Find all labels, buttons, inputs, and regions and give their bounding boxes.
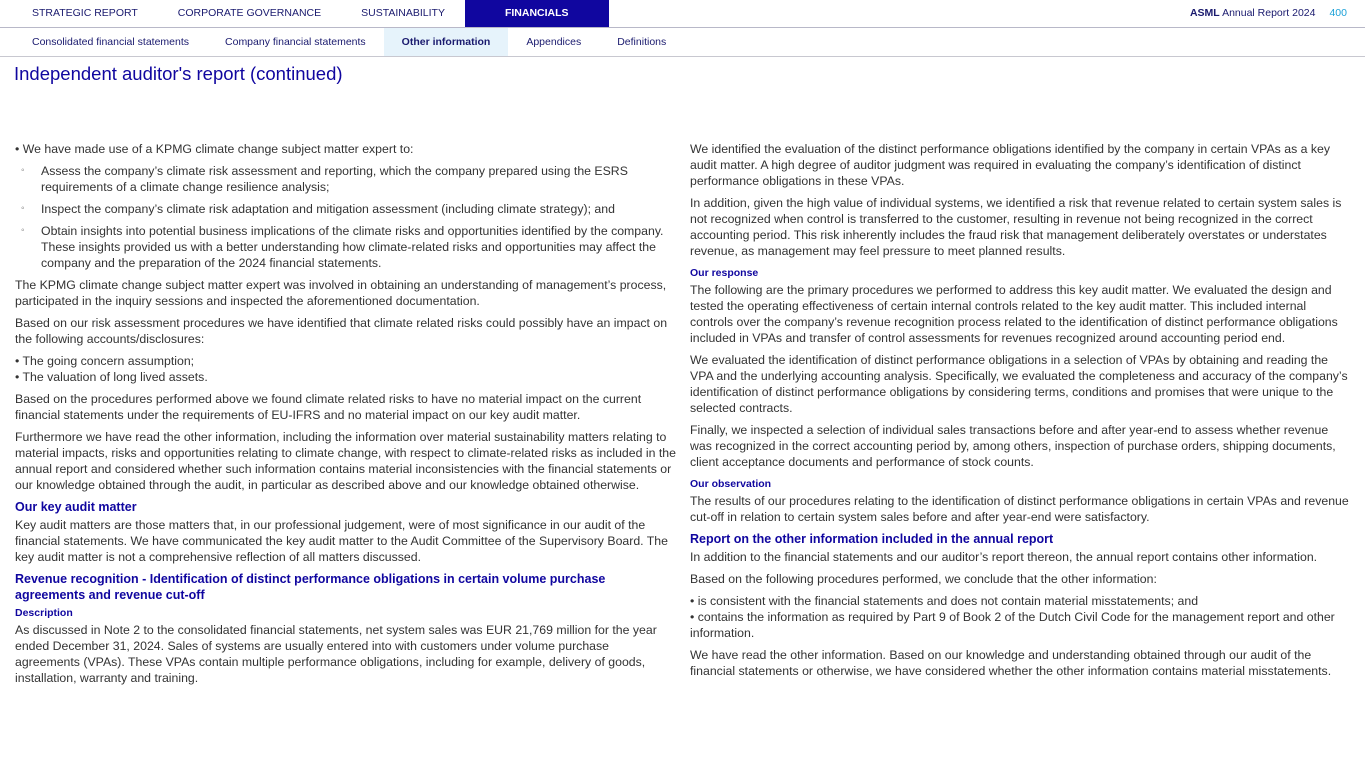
subnav-tab-other-information[interactable]: Other information [384,28,509,56]
paragraph: • The valuation of long lived assets. [15,370,208,384]
paragraph: Based on the following procedures performed, we conclude that the other information: [690,572,1157,586]
subheading: Description [15,607,73,619]
paragraph: In addition, given the high value of individual systems, we identified a risk that revenue related to certain system sales is not recognized when control is transferred to the customer, resulting in revenue not being recognized in the correct accounting period. This risk inherently includes the fraud risk that management deliberately overstates or understates revenue, as management may feel pressure to meet planned results. [690,196,1342,258]
subnav-tab-company-financial-statements[interactable]: Company financial statements [225,36,366,48]
paragraph: The results of our procedures relating to the identification of distinct performance obligations in certain VPAs and revenue cut-off in relation to certain system sales before and after year-end were satisfactory. [690,494,1349,524]
section-heading: Our key audit matter [15,500,137,514]
bullet-item: • We have made use of a KPMG climate change subject matter expert to: [15,142,414,156]
paragraph: In addition to the financial statements and our auditor’s report thereon, the annual report contains other information. [690,550,1318,564]
subheading: Our observation [690,478,772,490]
subnav-tab-consolidated-financial-statements[interactable]: Consolidated financial statements [32,36,190,48]
subnav-tab-appendices[interactable]: Appendices [526,36,582,48]
paragraph: We identified the evaluation of the distinct performance obligations identified by the company in certain VPAs as a key audit matter. A high degree of auditor judgment was required in evaluating the company’s identification of distinct performance obligations in these VPAs. [690,142,1331,188]
paragraph: Key audit matters are those matters that, in our professional judgement, were of most significance in our audit of the financial statements. We have communicated the key audit matter to the Audit Committee of the Supervisory Board. The key audit matter is not a comprehensive reflection of all matters discussed. [15,518,668,564]
section-heading: Report on the other information included in the annual report [690,532,1054,546]
paragraph: The following are the primary procedures we performed to address this key audit matter. We evaluated the design and tested the operating effectiveness of certain internal controls related to the key audit matter. This included internal controls over the company’s revenue recognition process related to the identification of distinct performance obligations included in VPAs and transfer of control assessments for revenues recognized around accounting period end. [690,283,1338,345]
top-navigation [0,0,1365,28]
left-column [15,141,677,692]
paragraph: Based on the procedures performed above we found climate related risks to have no material impact on the current financial statements under the requirements of EU-IFRS and no material impact on our key audit matter. [15,392,642,422]
topnav-tab-strategic-report[interactable]: STRATEGIC REPORT [32,7,138,19]
paragraph: Furthermore we have read the other information, including the information over material sustainability matters relating to material impacts, risks and opportunities relating to climate change, with respect to climate-related risks as included in the annual report and considered whether such information contains material inconsistencies with the financial statements or our knowledge obtained through the audit, in particular as described above and our knowledge obtained otherwise. [15,430,676,492]
paragraph: Based on our risk assessment procedures we have identified that climate related risks could possibly have an impact on the following accounts/disclosures: [15,316,668,346]
report-title: Annual Report 2024 [1222,7,1316,19]
report-brand [1190,0,1347,27]
paragraph: • contains the information as required by Part 9 of Book 2 of the Dutch Civil Code for the management report and other information. [690,610,1335,640]
section-heading: Revenue recognition - Identification of distinct performance obligations in certain volume purchase agreements and revenue cut-off [15,572,606,602]
brand-name: ASML [1189,7,1220,19]
sub-bullet-item: ◦ Obtain insights into potential business implications of the climate risks and opportunities identified by the company. These insights provided us with a better understanding how climate-related risks and opportunities may affect the company and the preparation of the 2024 financial statements. [15,223,677,271]
bullet-item: • is consistent with the financial statements and does not contain material misstatements; and [690,594,1199,608]
paragraph: Finally, we inspected a selection of individual sales transactions before and after year-end to assess whether revenue was recognized in the correct accounting period by, among others, inspection of purchase orders, shipping documents, client acceptance documents and performance of stock counts. [690,423,1336,469]
paragraph: We evaluated the identification of distinct performance obligations in a selection of VPAs by obtaining and reading the VPA and the underlying accounting analysis. Specifically, we evaluated the completeness and accuracy of the company’s identification of distinct performance obligations by considering terms, conditions and promises that were unique to the selected contracts. [690,353,1348,415]
topnav-tab-corporate-governance[interactable]: CORPORATE GOVERNANCE [177,7,322,19]
subheading: Our response [690,267,759,279]
paragraph: As discussed in Note 2 to the consolidated financial statements, net system sales was EUR 21,769 million for the year ended December 31, 2024. Sales of systems are usually entered into with customers under volume purchase agreements (VPAs). These VPAs contain multiple performance obligations, including for example, delivery of goods, installation, warranty and training. [15,623,657,685]
subnav-tab-definitions[interactable]: Definitions [617,36,667,48]
paragraph: We have read the other information. Based on our knowledge and understanding obtained through our audit of the financial statements or otherwise, we have considered whether the other information contains material misstatements. [690,648,1332,678]
topnav-tab-sustainability[interactable]: SUSTAINABILITY [361,7,445,19]
bullet-item: • The going concern assumption; [15,354,195,368]
page-number: 400 [1329,7,1347,19]
section-navigation [0,28,1365,57]
topnav-tab-financials[interactable]: FINANCIALS [465,0,609,27]
paragraph: The KPMG climate change subject matter expert was involved in obtaining an understanding of management’s process, participated in the inquiry sessions and inspected the aforementioned documentation. [15,278,667,308]
sub-bullet-item: ◦ Assess the company’s climate risk assessment and reporting, which the company prepared using the ESRS requirements of a climate change resilience analysis; [15,163,677,195]
page-title: Independent auditor's report (continued) [14,63,343,84]
sub-bullet-item: ◦ Inspect the company’s climate risk adaptation and mitigation assessment (including climate strategy); and [15,201,677,217]
right-column [690,141,1352,685]
